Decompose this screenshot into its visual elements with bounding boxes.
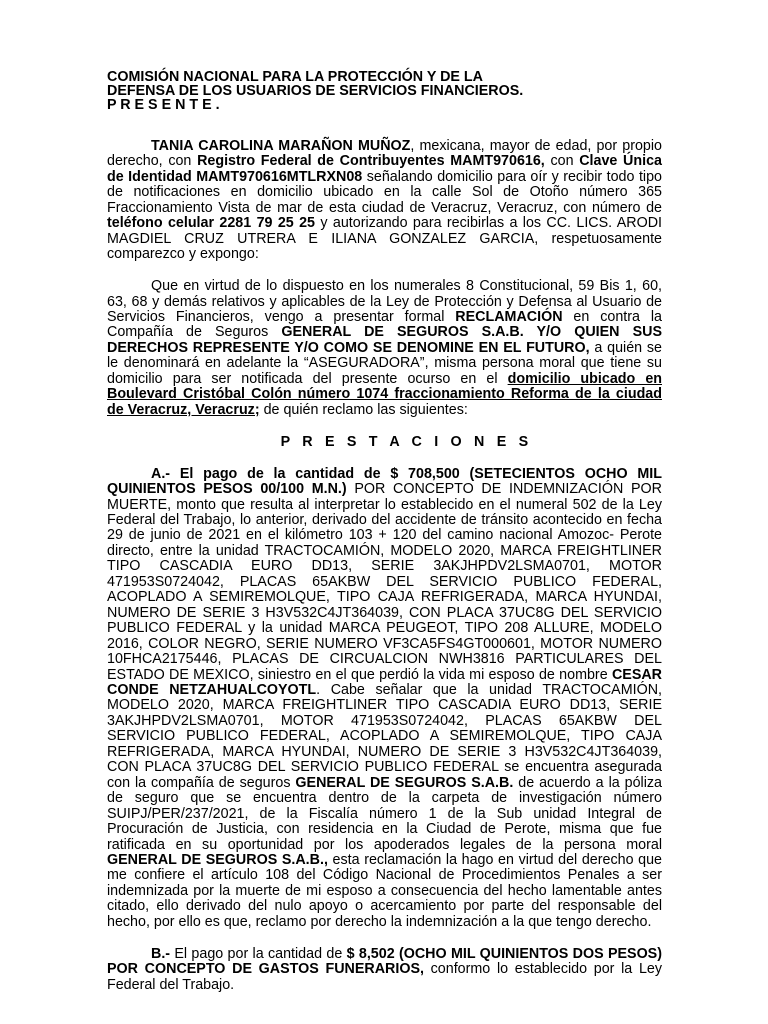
insurer-name: GENERAL DE SEGUROS S.A.B. Y/O QUIEN SUS DERECHOS REPRESENTE Y/O COMO SE DENOMINE EN EL FUTURO, xyxy=(107,324,662,356)
header-line-1: COMISIÓN NACIONAL PARA LA PROTECCIÓN Y DE LA xyxy=(107,69,483,85)
rfc-text: Registro Federal de Contribuyentes MAMT970616, xyxy=(197,153,545,170)
intro-text-4: y autorizando para recibirlas a los CC. LICS. ARODI MAGDIEL CRUZ UTRERA E ILIANA GONZALEZ GARCIA, respetuosamente comparezco y expongo: xyxy=(107,215,662,263)
phone-text: teléfono celular 2281 79 25 25 xyxy=(107,215,315,232)
claim-text-3: a quién se le denominará en adelante la “ASEGURADORA”, misma persona moral que tiene su domicilio para ser notificada del presente ocurso en el xyxy=(107,339,662,387)
item-a-lead: A.- El pago de la cantidad de $ 708,500 (SETECIENTOS OCHO MIL QUINIENTOS PESOS 00/100 M.N.) xyxy=(107,465,662,498)
claim-paragraph xyxy=(107,279,662,418)
reclamacion-text: RECLAMACIÓN xyxy=(455,309,563,326)
insurer-name-1: GENERAL DE SEGUROS S.A.B. xyxy=(295,774,514,791)
document-body xyxy=(107,139,662,993)
intro-text-2: con xyxy=(544,153,580,170)
item-b-amount: $ 8,502 (OCHO MIL QUINIENTOS DOS PESOS) POR CONCEPTO DE GASTOS FUNERARIOS, xyxy=(107,945,662,978)
addressee-header xyxy=(107,70,667,113)
item-a-text-4: esta reclamación la hago en virtud del derecho que me confiere el artículo 108 del Código Nacional de Procedimientos Penales a ser indemnizada por la muerte de mi esposo a consecuencia del hecho lamentable antes citado, ello derivado del nulo apoyo o acercamiento por parte del responsable del hecho, por ello es que, reclamo por derecho la indemnización a la que tengo derecho. xyxy=(107,851,662,930)
insurer-name-2: GENERAL DE SEGUROS S.A.B., xyxy=(107,851,328,868)
header-line-3: P R E S E N T E . xyxy=(107,97,220,114)
intro-text-3: señalando domicilio para oír y recibir todo tipo de notificaciones en domicilio ubicado en la calle Sol de Otoño número 365 Fraccionamiento Vista de mar de esta ciudad de Veracruz, Veracruz, con número de xyxy=(107,168,662,216)
item-a-text-2: . Cabe señalar que la unidad TRACTOCAMIÓN, MODELO 2020, MARCA FREIGHTLINER TIPO CASCADIA EURO DD13, SERIE 3AKJHPDV2LSMA0701, MOTOR 471953S0724042, PLACAS 65AKBW DEL SERVICIO PUBLICO FEDERAL, ACOPLADO A SEMIREMOLQUE, TIPO CAJA REFRIGERADA, MARCA HYUNDAI, NUMERO DE SERIE 3 H3V532C4JT364039, CON PLACA 37UC8G DEL SERVICIO PUBLICO FEDERAL se encuentra asegurada con la compañía de seguros xyxy=(107,682,662,791)
claim-text-2: en contra la Compañía de Seguros xyxy=(107,309,662,341)
insurer-address: domicilio ubicado en Boulevard Cristóbal Colón número 1074 fraccionamiento Reforma de la ciudad de Veracruz, Veracruz; xyxy=(107,370,662,418)
curp-text: Clave Única de Identidad MAMT970616MTLRXN08 xyxy=(107,153,662,185)
claim-text-1: Que en virtud de lo dispuesto en los numerales 8 Constitucional, 59 Bis 1, 60, 63, 68 y demás relativos y aplicables de la Ley de Protección y Defensa al Usuario de Servicios Financieros, vengo a presentar formal xyxy=(107,278,662,326)
item-b-text-1: El pago por la cantidad de xyxy=(170,945,347,962)
intro-text-1: , mexicana, mayor de edad, por propio derecho, con xyxy=(107,138,662,170)
item-b-text-2: conformo lo establecido por la Ley Federal del Trabajo. xyxy=(107,961,662,993)
claimant-name: TANIA CAROLINA MARAÑON MUÑOZ xyxy=(151,138,411,154)
header-line-2: DEFENSA DE LOS USUARIOS DE SERVICIOS FINANCIEROS. xyxy=(107,83,524,100)
intro-paragraph xyxy=(107,139,662,263)
item-a-paragraph xyxy=(107,467,662,931)
victim-name: CESAR CONDE NETZAHUALCOYOTL xyxy=(107,666,662,698)
claim-text-4: de quién reclamo las siguientes: xyxy=(259,401,468,418)
item-a-text-3: de acuerdo a la póliza de seguro que se encuentra dentro de la carpeta de investigación número SUIPJ/PER/237/2021, de la Fiscalía número 1 de la Sub unidad Integral de Procuración de Justicia, con residencia en la Ciudad de Perote, misma que fue ratificada en su oportunidad por los apoderados legales de la persona moral xyxy=(107,774,662,853)
prestaciones-heading: P R E S T A C I O N E S xyxy=(280,433,533,450)
item-a-text-1: POR CONCEPTO DE INDEMNIZACIÓN POR MUERTE, monto que resulta al interpretar lo establecido en el numeral 502 de la Ley Federal del Trabajo, lo anterior, derivado del accidente de tránsito acontecido en fecha 29 de junio de 2021 en el kilómetro 103 + 120 del camino nacional Amozoc- Perote directo, entre la unidad TRACTOCAMIÓN, MODELO 2020, MARCA FREIGHTLINER TIPO CASCADIA EURO DD13, SERIE 3AKJHPDV2LSMA0701, MOTOR 471953S0724042, PLACAS 65AKBW DEL SERVICIO PUBLICO FEDERAL, ACOPLADO A SEMIREMOLQUE, TIPO CAJA REFRIGERADA, MARCA HYUNDAI, NUMERO DE SERIE 3 H3V532C4JT364039, CON PLACA 37UC8G DEL SERVICIO PUBLICO FEDERAL y la unidad MARCA PEUGEOT, TIPO 208 ALLURE, MODELO 2016, COLOR NEGRO, SERIE NUMERO VF3CA5FS4GT000601, MOTOR NUMERO 10FHCA2175446, PLACAS DE CIRCUALCION NWH3816 PARTICULARES DEL ESTADO DE MEXICO, siniestro en el que perdió la vida mi esposo de nombre xyxy=(107,481,662,683)
item-b-paragraph xyxy=(107,947,662,993)
item-b-lead: B.- xyxy=(151,945,171,962)
